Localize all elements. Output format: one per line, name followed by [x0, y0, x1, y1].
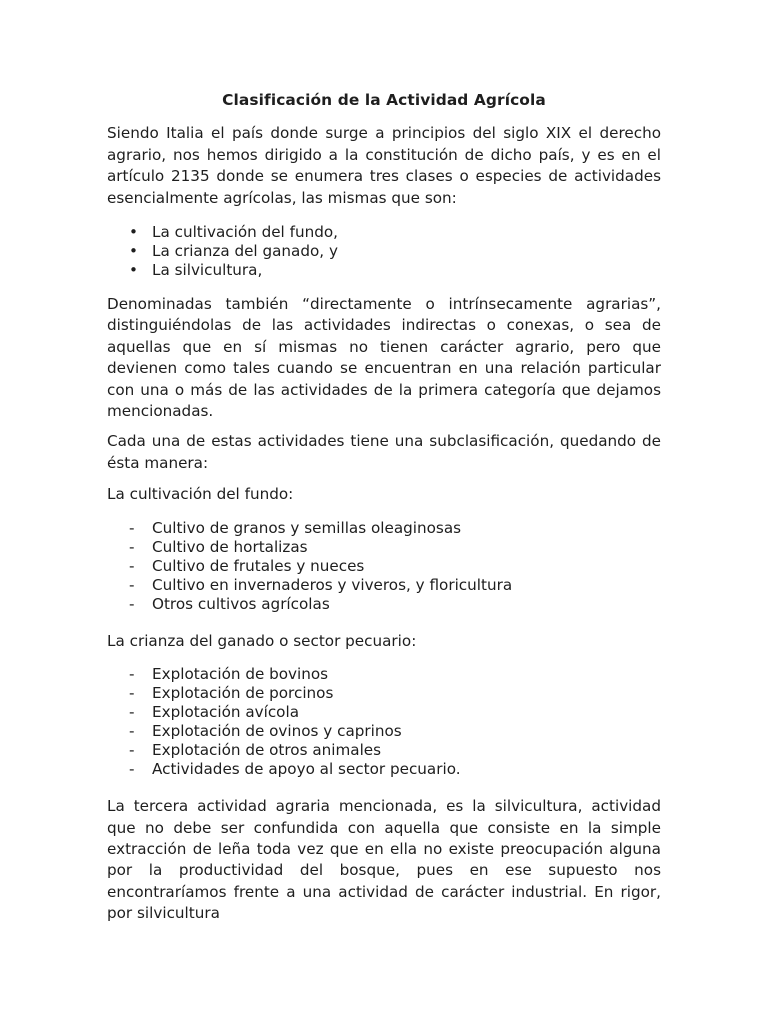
list-item: - Explotación de otros animales	[107, 741, 661, 760]
cultivacion-list	[107, 519, 661, 614]
silvicultura-paragraph: La tercera actividad agraria mencionada, es la silvicultura, actividad que no debe ser confundida con aquella que consiste en la simple extracción de leña toda vez que en ella no existe preocupación alguna por la productividad del bosque, pues en ese supuesto nos encontraríamos frente a una actividad de carácter industrial. En rigor, por silvicultura	[107, 797, 661, 923]
cultivacion-heading: La cultivación del fundo:	[107, 485, 294, 504]
main-activities-list	[107, 223, 661, 280]
list-item: • La silvicultura,	[107, 261, 661, 280]
list-item: - Otros cultivos agrícolas	[107, 595, 661, 614]
list-item: - Cultivo en invernaderos y viveros, y floricultura	[107, 576, 661, 595]
list-item: - Actividades de apoyo al sector pecuario.	[107, 760, 661, 779]
list-item: - Explotación de ovinos y caprinos	[107, 722, 661, 741]
subclasificacion-paragraph: Cada una de estas actividades tiene una subclasificación, quedando de ésta manera:	[107, 432, 661, 472]
list-item: • La crianza del ganado, y	[107, 242, 661, 261]
list-item: - Cultivo de frutales y nueces	[107, 557, 661, 576]
document-page	[107, 90, 661, 925]
list-item: - Explotación avícola	[107, 703, 661, 722]
denominadas-paragraph: Denominadas también “directamente o intrínsecamente agrarias”, distinguiéndolas de las actividades indirectas o conexas, o sea de aquellas que en sí mismas no tienen carácter agrario, pero que devienen como tales cuando se encuentran en una relación particular con una o más de las actividades de la primera categoría que dejamos mencionadas.	[107, 295, 661, 421]
list-item: • La cultivación del fundo,	[107, 223, 661, 242]
list-item: - Cultivo de granos y semillas oleaginosas	[107, 519, 661, 538]
list-item: - Explotación de porcinos	[107, 684, 661, 703]
list-item: - Explotación de bovinos	[107, 665, 661, 684]
crianza-list	[107, 665, 661, 779]
crianza-heading: La crianza del ganado o sector pecuario:	[107, 631, 417, 650]
document-title: Clasificación de la Actividad Agrícola	[222, 91, 546, 109]
list-item: - Cultivo de hortalizas	[107, 538, 661, 557]
intro-paragraph: Siendo Italia el país donde surge a principios del siglo XIX el derecho agrario, nos hemos dirigido a la constitución de dicho país, y es en el artículo 2135 donde se enumera tres clases o especies de actividades esencialmente agrícolas, las mismas que son:	[107, 124, 661, 207]
